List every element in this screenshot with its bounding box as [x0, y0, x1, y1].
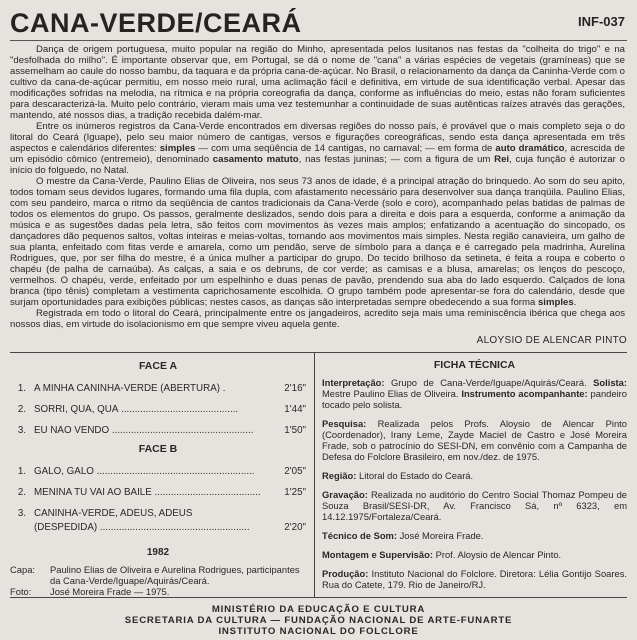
track-title: (DESPEDIDA) ....................................................... — [34, 522, 250, 533]
track-number: 3. — [17, 508, 26, 519]
ficha-key: Instrumento acompanhante: — [461, 388, 588, 399]
track-duration: 2'16" — [284, 383, 306, 394]
face-b-heading: FACE B — [138, 443, 178, 455]
ficha-key: Gravação: — [322, 489, 368, 500]
ficha-montagem — [322, 549, 627, 560]
footer-line-ministry: MINISTÉRIO DA EDUCAÇÃO E CULTURA — [211, 604, 426, 615]
track-number: 2. — [17, 487, 26, 498]
credit-text: José Moreira Frade — 1975. — [50, 586, 170, 597]
ficha-key: Técnico de Som: — [322, 530, 398, 541]
track-number: 2. — [17, 404, 26, 415]
ficha-value: pandeiro tocado pelo solista. — [322, 388, 627, 410]
essay-bold-term: casamento matuto — [212, 154, 299, 165]
essay-text-span: — com uma seqüência de 14 cantigas, no carnaval; — em forma de — [195, 143, 496, 154]
track-duration: 1'50" — [284, 425, 306, 436]
ficha-interpretacao — [322, 377, 627, 410]
track-duration: 2'05" — [284, 466, 306, 477]
essay-paragraph-3 — [10, 176, 625, 308]
track-row — [10, 380, 306, 394]
credit-label: Capa: — [10, 564, 36, 575]
track-duration: 2'20" — [284, 522, 306, 533]
essay-paragraph-4 — [10, 308, 625, 330]
ficha-producao — [322, 568, 627, 590]
ficha-key: Produção: — [322, 568, 369, 579]
ficha-regiao — [322, 470, 627, 481]
track-title: CANINHA-VERDE, ADEUS, ADEUS — [34, 508, 193, 519]
capa-credit — [10, 564, 306, 586]
credit-label: Foto: — [10, 586, 32, 597]
track-row — [10, 484, 306, 498]
essay-text-span: O mestre da Cana-Verde, Paulino Elias de Oliveira, nos seus 73 anos de idade, é a principal atração do brinquedo. Ao som do seu apito, todos tomam seus devidos lugares, formando uma fila dupla, com afastamento necessário para desenvolver sua dança tranqüila. Paulino Elias, com seu pandeiro, marca o ritmo da seqüência de cantos tradicionais da Cana-Verde (solo e coro), acompanhado pelas batidas de palmas de todos os elementos do grupo. Os passos, geralmente deslizados, sendo dois para a direita e dois para a esquerda, conforme a animação da música e as sugestões dadas pela letra, são feitos com movimentos às vezes mais amplos; enfatizando a acentuação do sincopado, os dançadores dão pequenos saltos, voltas inteiras e meias-voltas, tornando aos movimentos mais simples. Nesta região canavieira, um galho de sua planta, enfeitado com fitas verde e amarela, como um pendão, serve de símbolo para a dança e é carregado pela madrinha, Aurelina Rodrigues, que, por ser filha do mestre, é a única mulher a participar do grupo. Do tecido brilhoso da setineta, é feita a roupa e coberto o chapéu (de palha de carnaúba). As calças, a saia e os debruns, de cor verde; as camisas e a blusa, amarelas; os lenços do pescoço, vermelhos. O chapéu, verde, enfeitado por um espelhinho e duas penas de pavão, prendendo sua aba do lado esquerdo. Calçados de lona branca (tipo tênis) completam a vestimenta caprichosamente escolhida. O grupo também pode apresentar-se fora do calendário, desde que surjam oportunidades para exibições públicas; nestes casos, as danças são interpretadas sempre obedecendo a sua forma — [10, 176, 625, 308]
ficha-value: Realizada no auditório do Centro Social Thomaz Pompeu de Souza Brasil/SESI-DR, Av. Francisco Sá, nº 6323, em 14.12.1975/Fortaleza/Ceará. — [322, 489, 627, 522]
essay-bold-term: simples — [537, 297, 574, 308]
column-divider — [314, 353, 315, 597]
face-a-heading: FACE A — [138, 360, 178, 372]
essay-text-span: Entre os inúmeros registros da Cana-Verde encontrados em diversas regiões do nosso país, é provável que o mais completo seja o do litoral do Ceará (Iguape), pelo seu maior número de cantigas, versos e figurações coreográficas, sendo esta dança apresentada em três aspectos e calendários diferentes: — [10, 121, 625, 154]
foto-credit — [10, 586, 306, 597]
ficha-key: Pesquisa: — [322, 418, 367, 429]
cover-credits — [10, 564, 306, 597]
track-number: 3. — [17, 425, 26, 436]
ficha-key: Solista: — [593, 377, 627, 388]
track-duration: 1'25" — [284, 487, 306, 498]
track-title: EU NÃO VENDO .................................................... — [34, 425, 254, 436]
track-title: MENINA TU VAI AO BAILE ....................................... — [34, 487, 261, 498]
track-row — [10, 422, 306, 436]
essay-text — [10, 44, 625, 330]
ficha-value: Instituto Nacional do Folclore. Diretora: Lélia Gontijo Soares. Rua do Catete, 179. Rio de Janeiro/RJ. — [322, 568, 627, 590]
release-year: 1982 — [146, 547, 170, 558]
catalog-number: INF-037 — [578, 14, 625, 29]
ficha-value: Realizada pelos Profs. Aloysio de Alencar Pinto (Coordenador), Irany Leme, Zayde Maciel de Castro e José Moreira Frade, sob o patrocínio do SESI-DN, em convênio com a Campanha de Defesa do Folclore Brasileiro, em nov./dez. de 1975. — [322, 418, 627, 462]
footer-line-instituto: INSTITUTO NACIONAL DO FOLCLORE — [218, 626, 419, 637]
bottom-divider — [10, 597, 627, 598]
track-number: 1. — [17, 466, 26, 477]
ficha-pesquisa — [322, 418, 627, 462]
track-duration: 1'44" — [284, 404, 306, 415]
track-title: GALO, GALO .......................................................... — [34, 466, 255, 477]
track-title: SORRI, QUÁ, QUÁ ........................................... — [34, 404, 239, 415]
footer-line-secretaria: SECRETARIA DA CULTURA — FUNDAÇÃO NACIONAL DE ARTE-FUNARTE — [124, 615, 513, 626]
ficha-tecnica-heading: FICHA TÉCNICA — [433, 359, 516, 371]
institution-footer — [0, 604, 637, 637]
essay-text-span: Registrada em todo o litoral do Ceará, principalmente entre os jangadeiros, acredito seja mais uma reminiscência ibérica que chega aos nossos dias, em virtude do isolacionismo em que sempre viveu aquela gente. — [10, 308, 625, 330]
track-title: A MINHA CANINHA-VERDE (ABERTURA) . — [34, 383, 226, 394]
ficha-value: Prof. Aloysio de Alencar Pinto. — [432, 549, 562, 560]
essay-text-span: , acrescida de um episódio cômico (entremeio), denominado — [10, 143, 625, 165]
ficha-key: Interpretação: — [322, 377, 385, 388]
track-number: 1. — [17, 383, 26, 394]
top-divider — [10, 40, 627, 41]
essay-bold-term: Rei — [494, 154, 510, 165]
ficha-tecnico-de-som — [322, 530, 627, 541]
ficha-gravacao — [322, 489, 627, 522]
essay-text-span: , cuja função é autorizar o início do folguedo, no Natal. — [10, 154, 625, 176]
essay-bold-term: auto dramático — [495, 143, 565, 154]
essay-text-span: , nas festas juninas; — com a figura de um — [298, 154, 495, 165]
essay-author: ALOYSIO DE ALENCAR PINTO — [476, 335, 627, 346]
track-row — [10, 401, 306, 415]
ficha-value: Mestre Paulino Elias de Oliveira. — [322, 388, 462, 399]
track-row — [10, 505, 306, 519]
essay-paragraph-2 — [10, 121, 625, 176]
essay-text-span: . — [573, 297, 577, 308]
ficha-key: Montagem e Supervisão: — [322, 549, 433, 560]
ficha-tecnica-column — [322, 358, 627, 598]
ficha-value: Litoral do Estado do Ceará. — [356, 470, 474, 481]
credit-text: Paulino Elias de Oliveira e Aurelina Rodrigues, participantes da Cana-Verde/Iguape/Aquirás/Ceará. — [50, 564, 300, 586]
essay-bold-term: simples — [159, 143, 196, 154]
track-row-continued — [10, 519, 306, 533]
ficha-key: Região: — [322, 470, 357, 481]
tracklist-column — [10, 358, 306, 597]
page-title: CANA-VERDE/CEARÁ — [10, 8, 302, 38]
essay-text-span: Dança de origem portuguesa, muito popular na região do Minho, apresentada pelos lusitanos nas festas da "colheita do trigo" e na "desfolhada do milho". É importante observar que, em Portugal, se dá o nome de "cana" a várias espécies de vegetais (gramíneas) que se assemelham ao caule do nosso bambu, da taquara e da própria cana-de-açúcar. No Brasil, o relacionamento da dança da Caninha-Verde com o cultivo da cana-de-açúcar permitiu, em nosso meio rural, uma aclimação fácil e definitiva, em virtude de sua identificação verbal. Apesar das modificações sofridas na melodia, na rítmica e na própria coreografia da dança, conforme as influências do meio, estas não foram suficientes para descaracterizá-la. Muito pelo contrário, vieram mais uma vez testemunhar a continuidade de suas autênticas raízes através das gerações, mantendo, até nossos dias, a tradição recebida dalém-mar. — [10, 44, 625, 121]
ficha-value: Grupo de Cana-Verde/Iguape/Aquirás/Ceará. — [384, 377, 594, 388]
track-row — [10, 463, 306, 477]
middle-divider — [10, 352, 627, 353]
essay-paragraph-1 — [10, 44, 625, 121]
ficha-value: José Moreira Frade. — [397, 530, 484, 541]
